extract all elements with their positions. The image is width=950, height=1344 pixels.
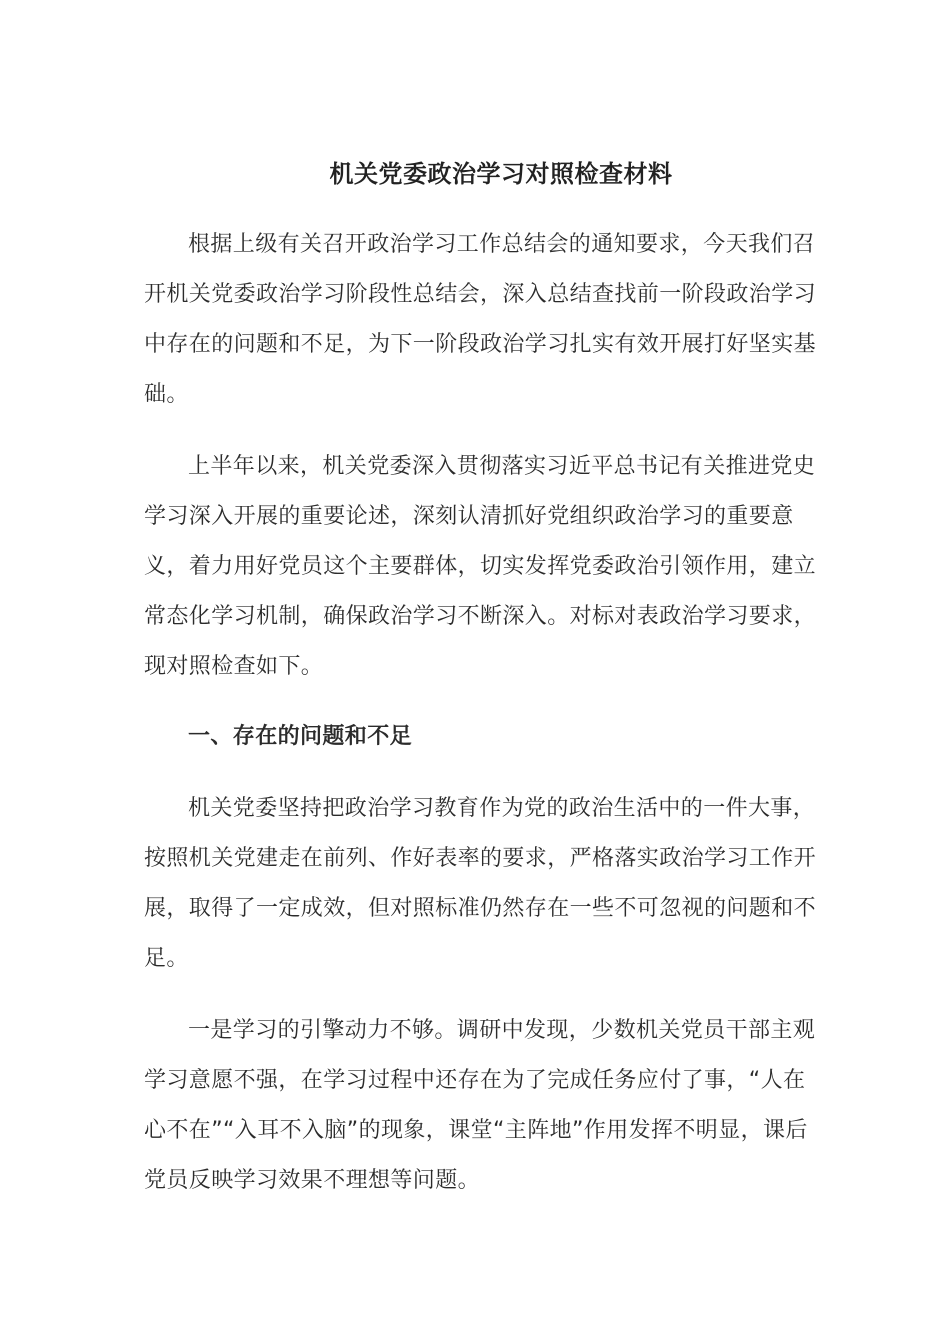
intro-paragraph: 根据上级有关召开政治学习工作总结会的通知要求，今天我们召开机关党委政治学习阶段性总结会，深入总结查找前一阶段政治学习中存在的问题和不足，为下一阶段政治学习扎实有效开展打好坚实基础。 <box>144 232 817 407</box>
background-paragraph: 上半年以来，机关党委深入贯彻落实习近平总书记有关推进党史学习深入开展的重要论述，深刻认清抓好党组织政治学习的重要意义，着力用好党员这个主要群体，切实发挥党委政治引领作用，建立常态化学习机制，确保政治学习不断深入。对标对表政治学习要求，现对照检查如下。 <box>144 454 817 679</box>
document-title: 机关党委政治学习对照检查材料 <box>329 160 673 188</box>
section-paragraph: 一是学习的引擎动力不够。调研中发现，少数机关党员干部主观学习意愿不强，在学习过程中还存在为了完成任务应付了事，“人在心不在”“入耳不入脑”的现象，课堂“主阵地”作用发挥不明显，课后党员反映学习效果不理想等问题。 <box>144 1018 816 1193</box>
section-heading: 一、存在的问题和不足 <box>188 724 413 749</box>
section-paragraph: 机关党委坚持把政治学习教育作为党的政治生活中的一件大事，按照机关党建走在前列、作好表率的要求，严格落实政治学习工作开展，取得了一定成效，但对照标准仍然存在一些不可忽视的问题和不足。 <box>144 796 817 971</box>
